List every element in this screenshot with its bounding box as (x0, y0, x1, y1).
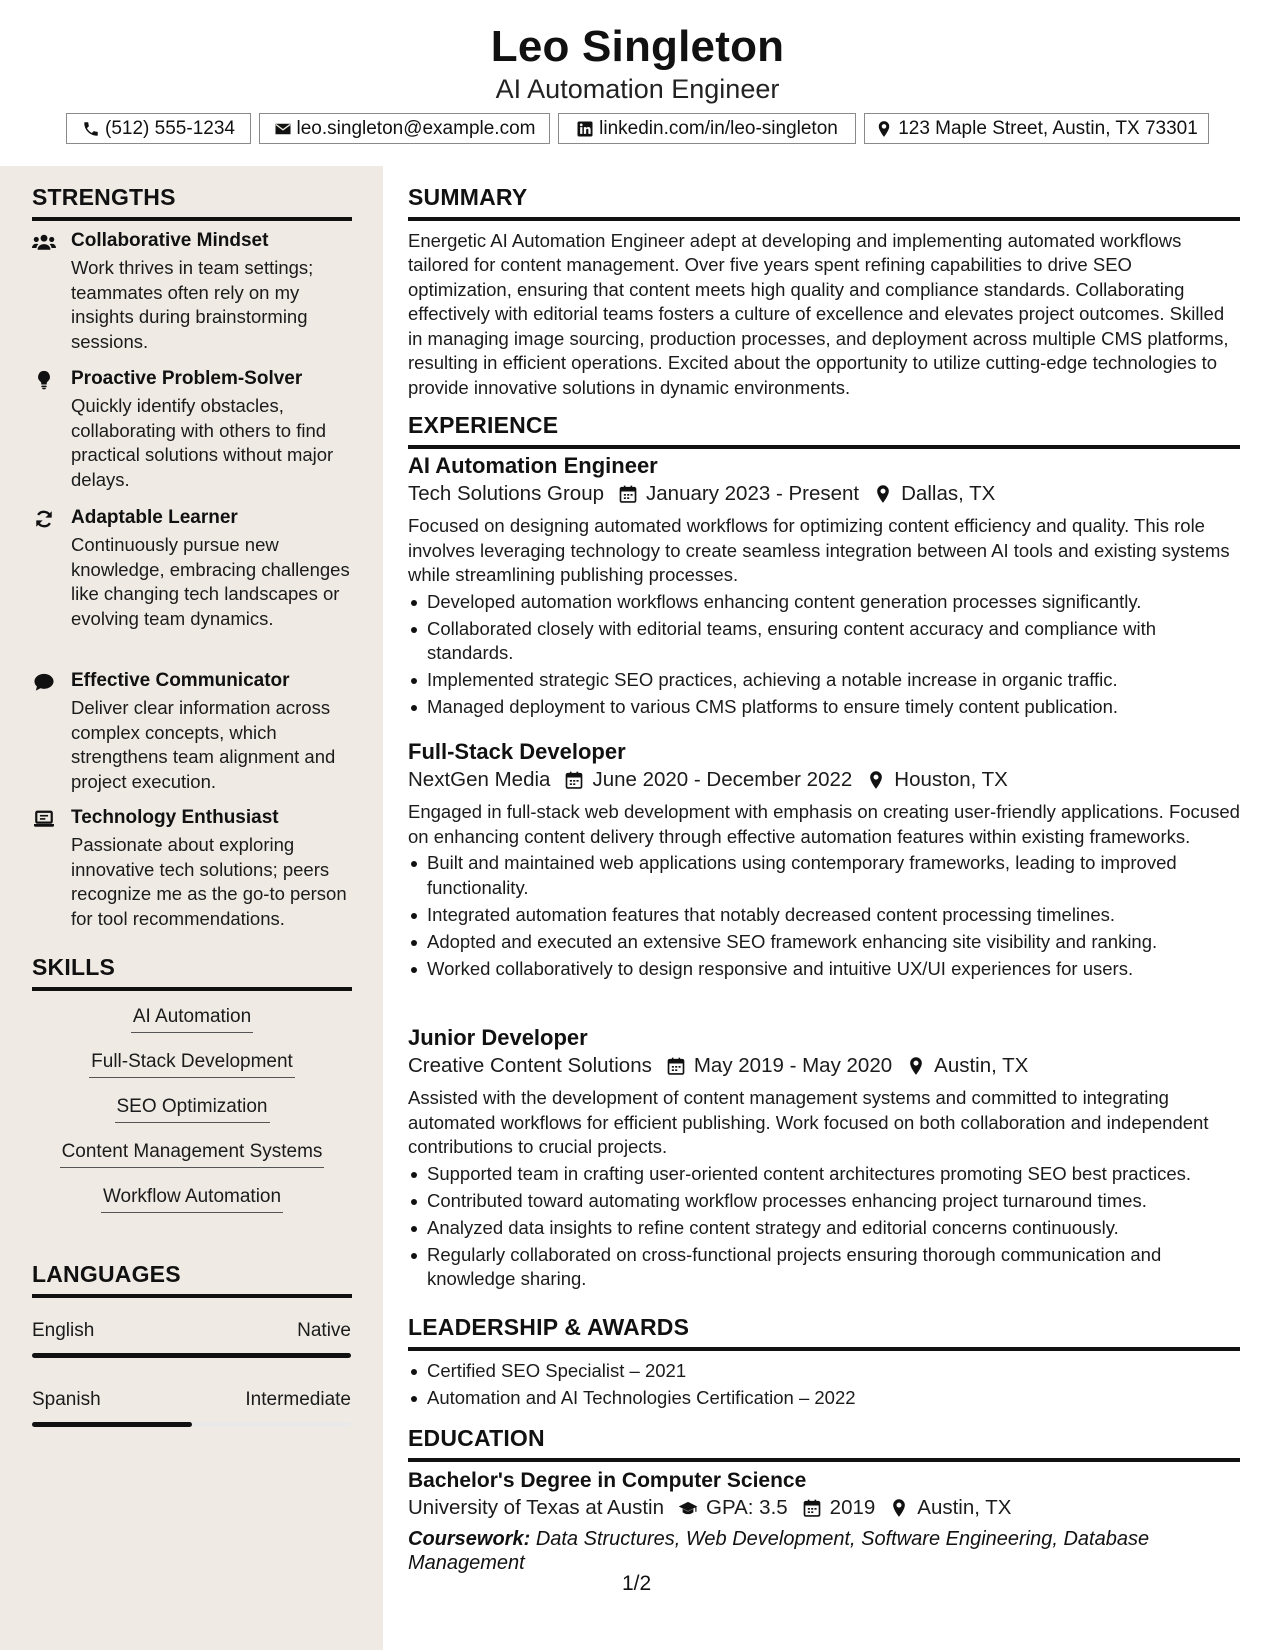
skill-label: Workflow Automation (101, 1186, 283, 1213)
school-name: University of Texas at Austin (408, 1495, 664, 1519)
contact-bar (0, 113, 1275, 145)
job-entry (408, 453, 1240, 722)
page-number: 1/2 (622, 1572, 652, 1595)
job-location: Dallas, TX (901, 482, 996, 505)
coursework-label: Coursework: (408, 1527, 531, 1550)
strength-description: Passionate about exploring innovative tech solutions; peers recognize me as the go-to person for tool recommendations. (71, 834, 347, 929)
candidate-name: Leo Singleton (490, 22, 785, 71)
map-pin-icon (873, 484, 893, 504)
proficiency-bar (32, 1422, 351, 1427)
job-dates: May 2019 - May 2020 (693, 1054, 893, 1077)
job-bullet: Built and maintained web applications using contemporary frameworks, leading to improved functionality. (408, 851, 1240, 900)
summary-title: SUMMARY (408, 184, 528, 210)
coursework (408, 1527, 1240, 1575)
skill-item (32, 1186, 352, 1213)
lightbulb-icon (32, 370, 56, 390)
job-bullet: Managed deployment to various CMS platforms to ensure timely content publication. (408, 695, 1240, 720)
job-role: Junior Developer (408, 1025, 588, 1050)
envelope-icon (274, 120, 292, 138)
awards-title: LEADERSHIP & AWARDS (408, 1314, 690, 1340)
email-text: leo.singleton@example.com (296, 117, 536, 139)
job-description: Focused on designing automated workflows for optimizing content efficiency and quality. This role involves leveraging technology to create seamless integration between AI tools and existing systems while streamlining publishing processes. (408, 515, 1230, 585)
chat-bubble-icon (32, 672, 56, 692)
job-description: Assisted with the development of content management systems and committed to integrating automated workflows for efficient publishing. Work focused on both collaboration and independent contributions to crucial projects. (408, 1087, 1209, 1157)
job-location: Austin, TX (934, 1054, 1029, 1077)
address-text: 123 Maple Street, Austin, TX 73301 (898, 117, 1198, 139)
phone-icon (82, 120, 100, 138)
education-meta (408, 1496, 1240, 1520)
strength-title: Adaptable Learner (71, 507, 238, 528)
job-meta (408, 1054, 1240, 1078)
job-location: Houston, TX (894, 768, 1008, 791)
strength-description: Quickly identify obstacles, collaborating with others to find practical solutions without major delays. (71, 395, 334, 490)
skill-label: Content Management Systems (60, 1141, 325, 1168)
skills-heading (32, 954, 352, 991)
contact-linkedin[interactable] (558, 113, 856, 144)
linkedin-text: linkedin.com/in/leo-singleton (599, 117, 838, 139)
contact-email[interactable] (259, 113, 550, 144)
section-divider (32, 1294, 352, 1298)
skill-item (32, 1141, 352, 1168)
job-bullets (408, 1162, 1240, 1292)
calendar-icon (666, 1056, 686, 1076)
language-name: English (32, 1320, 95, 1341)
resume-header (0, 0, 1275, 166)
users-icon (32, 232, 56, 252)
job-bullet: Integrated automation features that notably decreased content processing timelines. (408, 903, 1240, 928)
map-pin-icon (866, 770, 886, 790)
job-bullet: Collaborated closely with editorial teams, ensuring content accuracy and compliance with standards. (408, 617, 1240, 666)
strength-title: Effective Communicator (71, 670, 290, 691)
job-entry (408, 1025, 1240, 1294)
section-divider (32, 987, 352, 991)
experience-title: EXPERIENCE (408, 412, 559, 438)
job-description: Engaged in full-stack web development with emphasis on creating user-friendly applications. Focused on enhancing content delivery through effective automation features within existing frameworks. (408, 801, 1240, 847)
skill-label: SEO Optimization (115, 1096, 270, 1123)
skill-label: Full-Stack Development (89, 1051, 295, 1078)
map-pin-icon (875, 120, 893, 138)
map-pin-icon (889, 1498, 909, 1518)
strength-description: Work thrives in team settings; teammates often rely on my insights during brainstorming sessions. (71, 257, 314, 352)
job-dates: June 2020 - December 2022 (592, 768, 853, 791)
map-pin-icon (906, 1056, 926, 1076)
job-bullet: Analyzed data insights to refine content strategy and editorial concerns continuously. (408, 1216, 1240, 1241)
job-meta (408, 482, 1240, 506)
languages-title: LANGUAGES (32, 1261, 181, 1287)
experience-section (408, 412, 1240, 449)
job-bullet: Regularly collaborated on cross-functional projects ensuring thorough communication and knowledge sharing. (408, 1243, 1240, 1292)
section-divider (408, 1347, 1240, 1351)
section-divider (408, 217, 1240, 221)
job-entry (408, 739, 1240, 984)
laptop-icon (32, 809, 56, 829)
education-title: EDUCATION (408, 1425, 545, 1451)
school-location: Austin, TX (917, 1495, 1012, 1519)
job-bullets (408, 851, 1240, 981)
strength-description: Continuously pursue new knowledge, embracing challenges like changing tech landscapes or evolving team dynamics. (71, 534, 350, 629)
job-bullet: Developed automation workflows enhancing content generation processes significantly. (408, 590, 1240, 615)
skill-item (32, 1051, 352, 1078)
job-company: Creative Content Solutions (408, 1054, 652, 1077)
strengths-title: STRENGTHS (32, 184, 176, 210)
skill-label: AI Automation (131, 1006, 253, 1033)
job-bullet: Supported team in crafting user-oriented content architectures promoting SEO best practices. (408, 1162, 1240, 1187)
sidebar (0, 166, 383, 1650)
job-bullets (408, 590, 1240, 720)
summary-text: Energetic AI Automation Engineer adept at developing and implementing automated workflows tailored for content management. Over five years spent refining capabilities to drive SEO optimization, ensuring that content meets high quality and compliance standards. Collaborating effectively with editorial teams fosters a culture of excellence and elevates project outcomes. Skilled in managing image sourcing, production processes, and deployment across multiple CMS platforms, resulting in efficient operations. Excited about the opportunity to utilize cutting-edge technologies to provide innovative solutions in dynamic environments. (408, 229, 1229, 398)
coursework-text: Data Structures, Web Development, Software Engineering, Database Management (408, 1527, 1150, 1574)
section-divider (408, 445, 1240, 449)
degree-title: Bachelor's Degree in Computer Science (408, 1468, 807, 1492)
graduation-cap-icon (678, 1498, 698, 1518)
strength-title: Technology Enthusiast (71, 807, 279, 828)
graduation-year: 2019 (829, 1495, 876, 1519)
job-bullet: Worked collaboratively to design responsive and intuitive UX/UI experiences for users. (408, 957, 1240, 982)
languages-heading (32, 1261, 352, 1298)
job-meta (408, 768, 1240, 792)
calendar-icon (564, 770, 584, 790)
award-item: Certified SEO Specialist – 2021 (408, 1359, 1240, 1384)
skill-item (32, 1006, 352, 1033)
strength-title: Proactive Problem-Solver (71, 368, 303, 389)
job-company: NextGen Media (408, 768, 551, 791)
job-bullet: Implemented strategic SEO practices, achieving a notable increase in organic traffic. (408, 668, 1240, 693)
contact-phone[interactable] (66, 113, 251, 144)
refresh-icon (32, 509, 56, 529)
language-name: Spanish (32, 1389, 101, 1410)
contact-address (864, 113, 1209, 144)
proficiency-fill (32, 1353, 351, 1358)
proficiency-fill (32, 1422, 192, 1427)
skills-title: SKILLS (32, 954, 115, 980)
skill-item (32, 1096, 352, 1123)
proficiency-bar (32, 1353, 351, 1358)
strength-description: Deliver clear information across complex concepts, which strengthens team alignment and project execution. (71, 697, 336, 792)
linkedin-icon (576, 120, 594, 138)
job-role: Full-Stack Developer (408, 739, 626, 764)
awards-section (408, 1314, 1240, 1413)
strengths-heading (32, 184, 352, 221)
language-level: Native (297, 1320, 351, 1341)
job-company: Tech Solutions Group (408, 482, 605, 505)
section-divider (32, 217, 352, 221)
calendar-icon (802, 1498, 822, 1518)
calendar-icon (618, 484, 638, 504)
candidate-title: AI Automation Engineer (495, 74, 780, 104)
job-bullet: Contributed toward automating workflow processes enhancing project turnaround times. (408, 1189, 1240, 1214)
summary-section (408, 184, 1240, 400)
job-dates: January 2023 - Present (646, 482, 860, 505)
gpa-text: GPA: 3.5 (706, 1495, 788, 1519)
language-level: Intermediate (245, 1389, 351, 1410)
section-divider (408, 1458, 1240, 1462)
job-bullet: Adopted and executed an extensive SEO framework enhancing site visibility and ranking. (408, 930, 1240, 955)
job-role: AI Automation Engineer (408, 453, 658, 478)
phone-text: (512) 555-1234 (105, 117, 235, 139)
strength-title: Collaborative Mindset (71, 230, 269, 251)
award-item: Automation and AI Technologies Certification – 2022 (408, 1386, 1240, 1411)
awards-list (408, 1359, 1240, 1411)
education-section (408, 1425, 1240, 1575)
